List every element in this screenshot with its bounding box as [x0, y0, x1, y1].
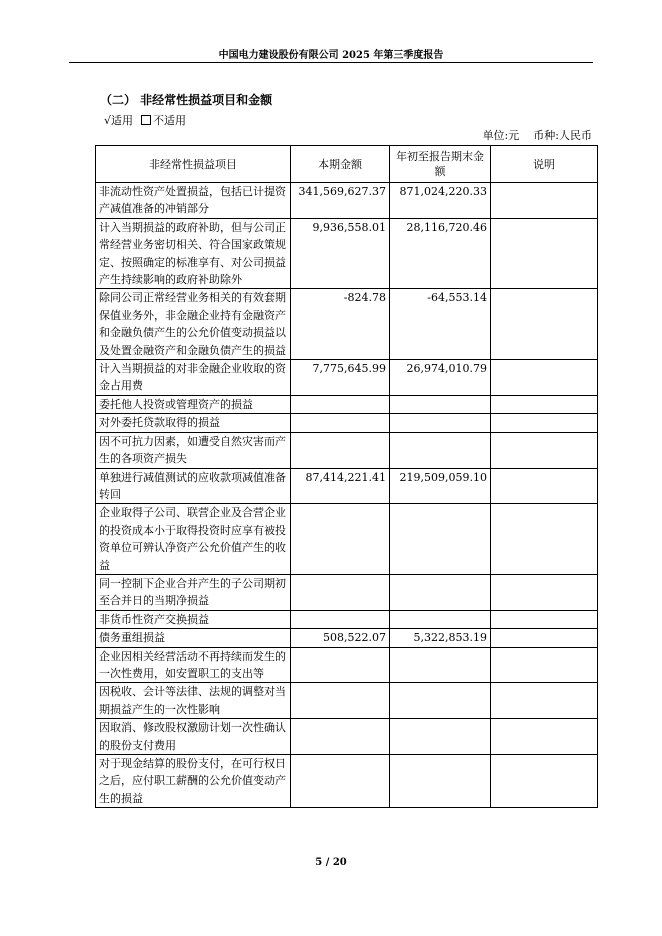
cell-item: 企业取得子公司、联营企业及合营企业的投资成本小于取得投资时应享有被投资单位可辨认净资产公允价值产生的收益 [96, 504, 291, 575]
cell-note [491, 289, 598, 360]
applicability-options [104, 112, 186, 128]
column-header-ytd: 年初至报告期末金额 [390, 146, 491, 183]
table-row [96, 468, 598, 504]
cell-item: 债务重组损益 [96, 629, 291, 647]
cell-ytd [390, 647, 491, 683]
cell-item: 同一控制下企业合并产生的子公司期初至合并日的当期净损益 [96, 574, 291, 610]
table-row [96, 647, 598, 683]
cell-ytd [390, 414, 491, 432]
header-divider [69, 62, 593, 63]
cell-note [491, 610, 598, 628]
column-header-note: 说明 [491, 146, 598, 183]
cell-current: 508,522.07 [291, 629, 390, 647]
cell-current: 9,936,558.01 [291, 218, 390, 289]
cell-note [491, 647, 598, 683]
cell-note [491, 719, 598, 755]
table-row [96, 289, 598, 360]
cell-current [291, 647, 390, 683]
section-title: （二） 非经常性损益项目和金额 [100, 93, 273, 107]
cell-ytd [390, 432, 491, 468]
cell-current [291, 395, 390, 413]
cell-note [491, 432, 598, 468]
table-row [96, 504, 598, 575]
cell-ytd [390, 574, 491, 610]
cell-current [291, 719, 390, 755]
cell-item: 非流动性资产处置损益，包括已计提资产减值准备的冲销部分 [96, 183, 291, 219]
cell-current: 7,775,645.99 [291, 360, 390, 396]
cell-item: 因税收、会计等法律、法规的调整对当期损益产生的一次性影响 [96, 683, 291, 719]
cell-current: 341,569,627.37 [291, 183, 390, 219]
applicable-label: √适用 [104, 114, 134, 127]
column-header-item: 非经常性损益项目 [96, 146, 291, 183]
table-row [96, 719, 598, 755]
cell-current [291, 610, 390, 628]
cell-item: 企业因相关经营活动不再持续而发生的一次性费用，如安置职工的支出等 [96, 647, 291, 683]
cell-ytd [390, 504, 491, 575]
cell-current [291, 574, 390, 610]
page-header: 中国电力建设股份有限公司 2025 年第三季度报告 [218, 50, 444, 61]
cell-current: -824.78 [291, 289, 390, 360]
table-row [96, 414, 598, 432]
cell-note [491, 218, 598, 289]
cell-current [291, 755, 390, 808]
cell-current: 87,414,221.41 [291, 468, 390, 504]
cell-ytd: 219,509,059.10 [390, 468, 491, 504]
cell-ytd: 28,116,720.46 [390, 218, 491, 289]
cell-item: 除同公司正常经营业务相关的有效套期保值业务外，非金融企业持有金融资产和金融负债产生的公允价值变动损益以及处置金融资产和金融负债产生的损益 [96, 289, 291, 360]
cell-note [491, 395, 598, 413]
cell-item: 委托他人投资或管理资产的损益 [96, 395, 291, 413]
currency-label: 币种:人民币 [533, 129, 592, 142]
cell-ytd [390, 683, 491, 719]
cell-item: 单独进行减值测试的应收款项减值准备转回 [96, 468, 291, 504]
checkbox-icon [141, 115, 151, 125]
column-header-current: 本期金额 [291, 146, 390, 183]
cell-note [491, 629, 598, 647]
cell-current [291, 683, 390, 719]
table-row [96, 432, 598, 468]
unit-line [483, 127, 592, 143]
cell-note [491, 468, 598, 504]
cell-item: 非货币性资产交换损益 [96, 610, 291, 628]
table-row [96, 574, 598, 610]
table-header-row [96, 146, 598, 183]
cell-note [491, 183, 598, 219]
not-applicable-label: 不适用 [153, 114, 187, 127]
cell-item: 计入当期损益的政府补助，但与公司正常经营业务密切相关、符合国家政策规定、按照确定的标准享有、对公司损益产生持续影响的政府补助除外 [96, 218, 291, 289]
cell-note [491, 683, 598, 719]
cell-note [491, 360, 598, 396]
table-row [96, 183, 598, 219]
table-row [96, 218, 598, 289]
cell-note [491, 414, 598, 432]
table-row [96, 360, 598, 396]
table-body [96, 183, 598, 808]
cell-ytd [390, 610, 491, 628]
cell-current [291, 504, 390, 575]
cell-note [491, 504, 598, 575]
cell-note [491, 755, 598, 808]
cell-item: 对于现金结算的股份支付，在可行权日之后，应付职工薪酬的公允价值变动产生的损益 [96, 755, 291, 808]
cell-ytd: 871,024,220.33 [390, 183, 491, 219]
cell-item: 因不可抗力因素，如遭受自然灾害而产生的各项资产损失 [96, 432, 291, 468]
table-row [96, 610, 598, 628]
cell-ytd: -64,553.14 [390, 289, 491, 360]
page-number: 5 / 20 [315, 857, 347, 868]
cell-ytd [390, 719, 491, 755]
cell-ytd: 26,974,010.79 [390, 360, 491, 396]
table-row [96, 629, 598, 647]
cell-item: 对外委托贷款取得的损益 [96, 414, 291, 432]
non-recurring-gains-table [95, 145, 598, 808]
cell-ytd: 5,322,853.19 [390, 629, 491, 647]
cell-ytd [390, 755, 491, 808]
table-row [96, 683, 598, 719]
cell-current [291, 414, 390, 432]
cell-note [491, 574, 598, 610]
unit-label: 单位:元 [482, 129, 520, 142]
table-row [96, 395, 598, 413]
cell-item: 计入当期损益的对非金融企业收取的资金占用费 [96, 360, 291, 396]
cell-ytd [390, 395, 491, 413]
cell-item: 因取消、修改股权激励计划一次性确认的股份支付费用 [96, 719, 291, 755]
table-row [96, 755, 598, 808]
cell-current [291, 432, 390, 468]
